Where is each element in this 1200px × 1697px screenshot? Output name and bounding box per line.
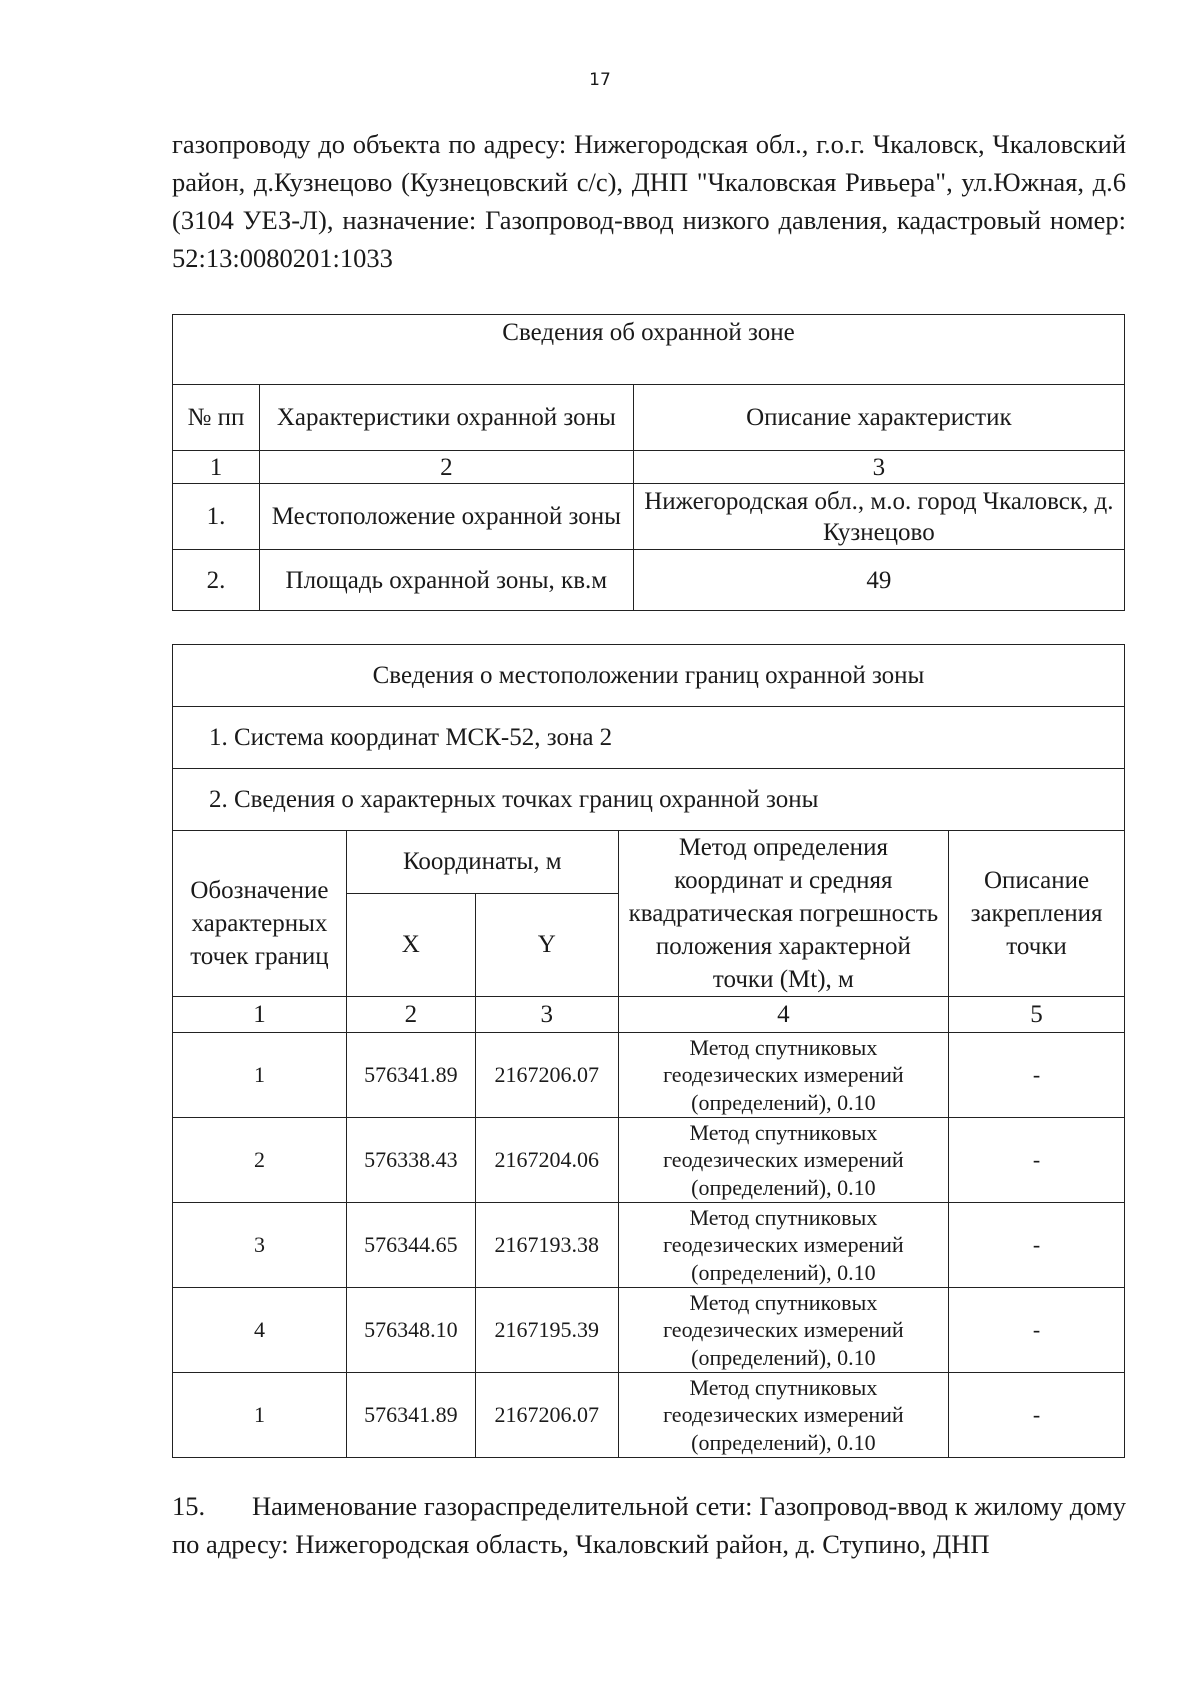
intro-paragraph: газопроводу до объекта по адресу: Нижегородская обл., г.о.г. Чкаловск, Чкаловский район, д.Кузнецово (Кузнецовский с/с), ДНП "Чкаловская Ривьера", ул.Южная, д.6 (3104 УЕЗ-Л), назначение: Газопровод-ввод низкого давления, кадастровый номер: 52:13:0080201:1033 — [172, 129, 1126, 273]
point-y: 2167193.38 — [475, 1203, 618, 1288]
point-x: 576341.89 — [346, 1373, 475, 1458]
protection-zone-table — [172, 314, 1125, 611]
point-x: 576341.89 — [346, 1033, 475, 1118]
header-designation: Обозначение характерных точек границ — [173, 831, 347, 997]
point-x: 576348.10 — [346, 1288, 475, 1373]
table-row — [173, 1203, 1125, 1288]
point-x: 576338.43 — [346, 1118, 475, 1203]
boundary-col-number: 1 — [173, 997, 347, 1033]
boundary-col-number: 5 — [949, 997, 1125, 1033]
row-num: 1. — [173, 484, 260, 550]
boundary-table-title: Сведения о местоположении границ охранной зоны — [173, 645, 1125, 707]
row-description: 49 — [633, 550, 1124, 611]
zone-col-number: 2 — [259, 451, 633, 484]
table-row — [173, 1118, 1125, 1203]
point-fixing: - — [949, 1288, 1125, 1373]
section-number: 15. — [172, 1491, 206, 1521]
point-id: 2 — [173, 1118, 347, 1203]
header-coordinates: Координаты, м — [346, 831, 618, 894]
next-section-paragraph — [172, 1487, 1126, 1563]
boundary-col-number: 2 — [346, 997, 475, 1033]
header-y: Y — [475, 893, 618, 996]
header-method: Метод определения координат и средняя квадратическая погрешность положения характерной точки (Mt), м — [618, 831, 948, 997]
point-y: 2167206.07 — [475, 1373, 618, 1458]
boundary-col-number: 4 — [618, 997, 948, 1033]
zone-table-title: Сведения об охранной зоне — [173, 315, 1125, 385]
boundary-col-number: 3 — [475, 997, 618, 1033]
zone-col-number: 1 — [173, 451, 260, 484]
boundary-points-table — [172, 644, 1125, 1458]
table-row — [173, 1288, 1125, 1373]
zone-header-num: № пп — [173, 385, 260, 451]
table-row — [173, 484, 1125, 550]
point-id: 1 — [173, 1033, 347, 1118]
point-fixing: - — [949, 1033, 1125, 1118]
point-method: Метод спутниковых геодезических измерений (определений), 0.10 — [618, 1288, 948, 1373]
point-x: 576344.65 — [346, 1203, 475, 1288]
point-method: Метод спутниковых геодезических измерений (определений), 0.10 — [618, 1118, 948, 1203]
table-row — [173, 550, 1125, 611]
coordinate-system: 1. Система координат МСК-52, зона 2 — [173, 707, 1125, 769]
point-id: 4 — [173, 1288, 347, 1373]
row-num: 2. — [173, 550, 260, 611]
section-text: Наименование газораспределительной сети: Газопровод-ввод к жилому дому по адресу: Нижегородская область, Чкаловский район, д. Ступино, ДНП — [172, 1491, 1126, 1559]
header-fixing: Описание закрепления точки — [949, 831, 1125, 997]
row-characteristic: Площадь охранной зоны, кв.м — [259, 550, 633, 611]
zone-header-characteristic: Характеристики охранной зоны — [259, 385, 633, 451]
point-method: Метод спутниковых геодезических измерений (определений), 0.10 — [618, 1203, 948, 1288]
point-y: 2167206.07 — [475, 1033, 618, 1118]
point-fixing: - — [949, 1203, 1125, 1288]
point-id: 1 — [173, 1373, 347, 1458]
points-caption: 2. Сведения о характерных точках границ охранной зоны — [173, 769, 1125, 831]
row-characteristic: Местоположение охранной зоны — [259, 484, 633, 550]
row-description: Нижегородская обл., м.о. город Чкаловск, д. Кузнецово — [633, 484, 1124, 550]
point-method: Метод спутниковых геодезических измерений (определений), 0.10 — [618, 1033, 948, 1118]
table-row — [173, 1373, 1125, 1458]
zone-header-description: Описание характеристик — [633, 385, 1124, 451]
point-y: 2167195.39 — [475, 1288, 618, 1373]
point-fixing: - — [949, 1118, 1125, 1203]
page-number: 17 — [589, 70, 611, 90]
point-fixing: - — [949, 1373, 1125, 1458]
table-row — [173, 1033, 1125, 1118]
point-id: 3 — [173, 1203, 347, 1288]
point-y: 2167204.06 — [475, 1118, 618, 1203]
point-method: Метод спутниковых геодезических измерений (определений), 0.10 — [618, 1373, 948, 1458]
header-x: X — [346, 893, 475, 996]
zone-col-number: 3 — [633, 451, 1124, 484]
